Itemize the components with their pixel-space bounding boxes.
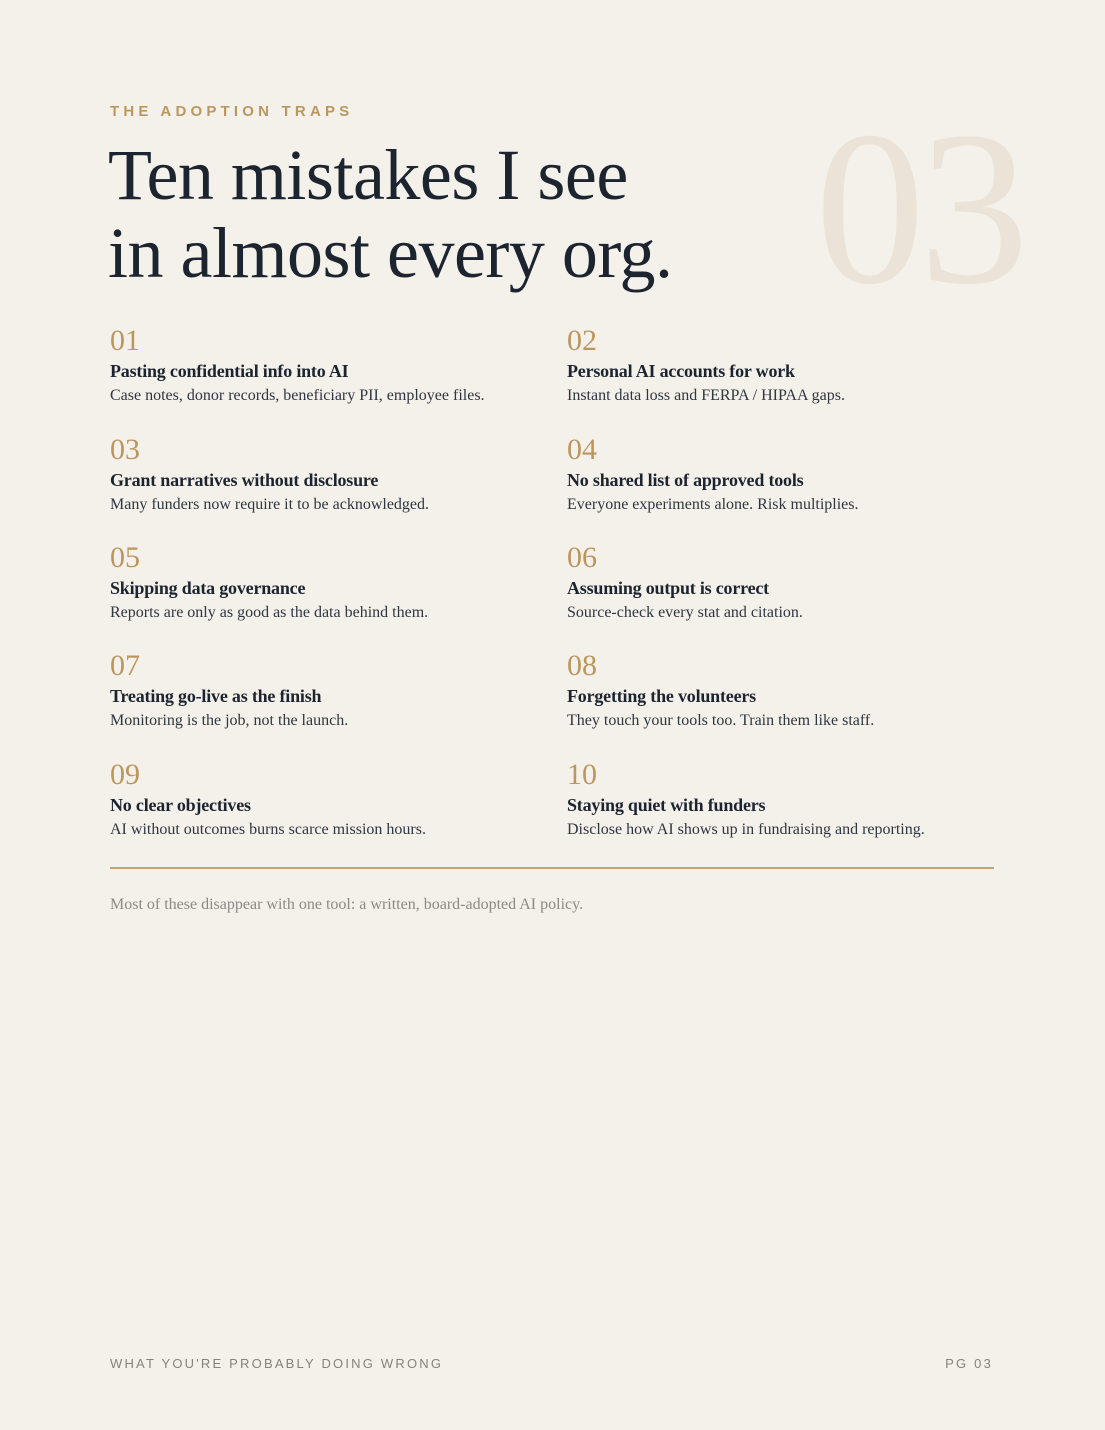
item-title: Skipping data governance: [110, 578, 306, 598]
item-number: 10: [567, 758, 597, 791]
footer-section-label: WHAT YOU'RE PROBABLY DOING WRONG: [110, 1356, 444, 1371]
list-item: [110, 760, 540, 840]
list-item: [567, 651, 997, 731]
list-item: [567, 760, 997, 840]
item-number: 09: [110, 758, 140, 791]
divider-rule: [110, 867, 994, 869]
item-title: No shared list of approved tools: [567, 470, 804, 490]
item-number: 06: [567, 541, 597, 574]
item-number: 07: [110, 649, 140, 682]
footer-page-number: PG 03: [945, 1356, 993, 1371]
item-description: Many funders now require it to be acknowledged.: [110, 496, 430, 513]
item-title: Pasting confidential info into AI: [110, 361, 349, 381]
item-number: 04: [567, 433, 597, 466]
list-item: [110, 651, 540, 731]
list-item: [110, 326, 540, 406]
section-eyebrow: THE ADOPTION TRAPS: [110, 103, 354, 120]
item-title: Treating go-live as the finish: [110, 686, 322, 706]
item-number: 08: [567, 649, 597, 682]
item-number: 03: [110, 433, 140, 466]
page-title-line-1: Ten mistakes I see: [108, 135, 628, 215]
item-title: Forgetting the volunteers: [567, 686, 756, 706]
page-number-watermark: 03: [815, 86, 1023, 330]
page-title: [108, 136, 673, 292]
item-description: AI without outcomes burns scarce mission hours.: [110, 821, 426, 838]
item-description: Reports are only as good as the data behind them.: [110, 604, 429, 621]
item-title: Staying quiet with funders: [567, 795, 766, 815]
list-item: [567, 543, 997, 623]
item-description: Monitoring is the job, not the launch.: [110, 712, 349, 729]
item-description: Instant data loss and FERPA / HIPAA gaps.: [567, 387, 845, 404]
item-title: Assuming output is correct: [567, 578, 769, 598]
list-item: [110, 543, 540, 623]
item-description: Everyone experiments alone. Risk multiplies.: [567, 496, 859, 513]
item-description: They touch your tools too. Train them like staff.: [567, 712, 875, 729]
item-description: Disclose how AI shows up in fundraising and reporting.: [567, 821, 925, 838]
item-number: 05: [110, 541, 140, 574]
item-title: Personal AI accounts for work: [567, 361, 795, 381]
item-description: Source-check every stat and citation.: [567, 604, 803, 621]
item-title: Grant narratives without disclosure: [110, 470, 379, 490]
page-title-line-2: in almost every org.: [108, 213, 673, 293]
item-number: 02: [567, 324, 597, 357]
closing-note: Most of these disappear with one tool: a written, board-adopted AI policy.: [110, 896, 584, 913]
item-description: Case notes, donor records, beneficiary PII, employee files.: [110, 387, 485, 404]
list-item: [567, 326, 997, 406]
list-item: [110, 435, 540, 515]
item-title: No clear objectives: [110, 795, 251, 815]
item-number: 01: [110, 324, 140, 357]
list-item: [567, 435, 997, 515]
